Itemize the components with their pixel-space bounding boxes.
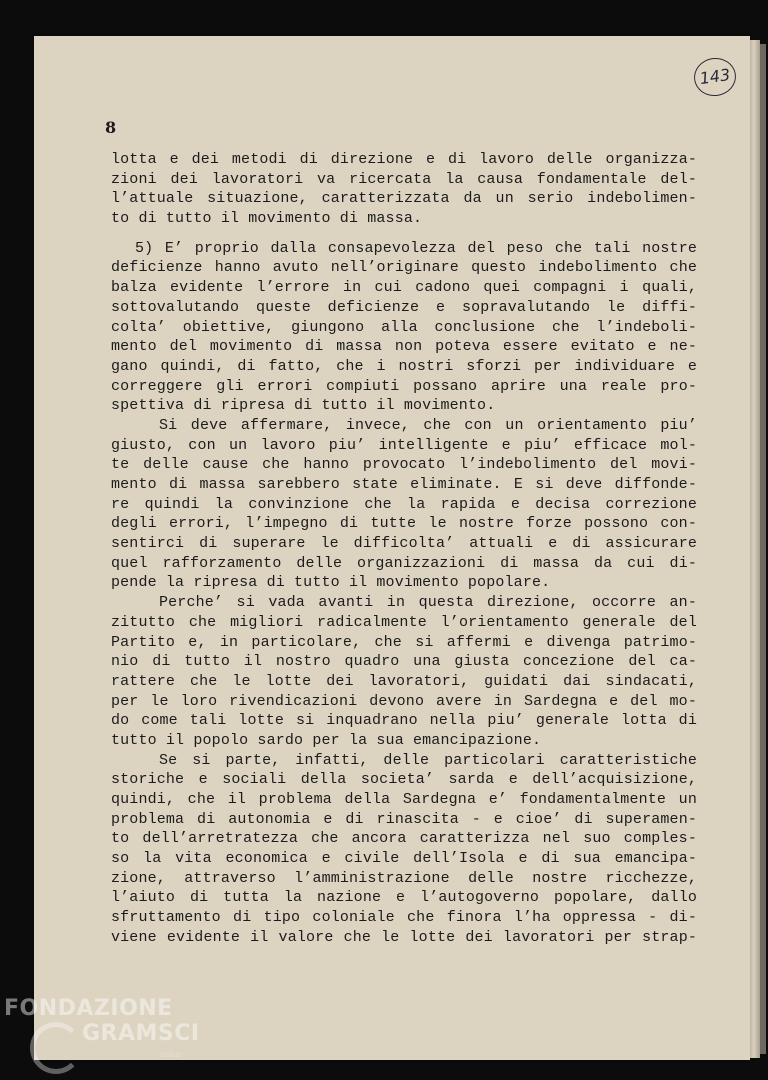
- folio-stamp: 143: [692, 55, 739, 98]
- text-line: balza evidente l’errore in cui cadono quei compagni i quali,: [111, 279, 697, 297]
- text-line: l’aiuto di tutta la nazione e l’autogoverno popolare, dallo: [111, 889, 697, 907]
- text-line: so la vita economica e civile dell’Isola e di sua emancipa-: [111, 850, 697, 868]
- page-number: 8: [105, 118, 117, 137]
- text-line: mento del movimento di massa non poteva essere evitato e ne-: [111, 338, 697, 356]
- text-line: per le loro rivendicazioni devono avere in Sardegna e del mo-: [111, 692, 697, 710]
- text-line: zione, attraverso l’amministrazione delle nostre ricchezze,: [111, 869, 697, 887]
- page-edge-shadow: [760, 44, 766, 1054]
- text-line: deficienze hanno avuto nell’originare questo indebolimento che: [111, 259, 697, 277]
- text-line: storiche e sociali della societa’ sarda e dell’acquisizione,: [111, 771, 697, 789]
- text-line: Partito e, in particolare, che si affermi e divenga patrimo-: [111, 633, 697, 651]
- text-line: Perche’ si vada avanti in questa direzione, occorre an-: [159, 594, 697, 612]
- text-line: quel rafforzamento delle organizzazioni di massa da cui di-: [111, 554, 697, 572]
- text-line: Si deve affermare, invece, che con un orientamento piu’: [159, 416, 697, 434]
- text-line: zitutto che migliori radicalmente l’orientamento generale del: [111, 613, 697, 631]
- text-line: l’attuale situazione, caratterizzata da un serio indebolimen-: [111, 190, 697, 208]
- text-line: do come tali lotte si inquadrano nella piu’ generale lotta di: [111, 712, 697, 730]
- watermark-line1: FONDAZIONE: [4, 996, 173, 1021]
- text-line: te delle cause che hanno provocato l’indebolimento del movi-: [111, 456, 697, 474]
- text-line: tutto il popolo sardo per la sua emancipazione.: [111, 731, 542, 749]
- text-line: lotta e dei metodi di direzione e di lavoro delle organizza-: [111, 151, 697, 168]
- text-line: degli errori, l’impegno di tutte le nostre forze possono con-: [111, 515, 697, 533]
- text-line: nio di tutto il nostro quadro una giusta concezione del ca-: [111, 653, 697, 671]
- text-line: zioni dei lavoratori va ricercata la causa fondamentale del-: [111, 170, 697, 188]
- text-line: sfruttamento di tipo coloniale che finora l’ha oppressa - di-: [111, 909, 697, 927]
- text-line: mento di massa sarebbero state eliminate. E si deve diffonde-: [111, 476, 697, 493]
- text-line: giusto, con un lavoro piu’ intelligente e piu’ efficace mol-: [111, 436, 697, 454]
- text-line: rattere che le lotte dei lavoratori, guidati dai sindacati,: [111, 672, 697, 690]
- watermark-line2: GRAMSCI: [82, 1021, 200, 1046]
- text-line: quindi, che il problema della Sardegna e’ fondamentalmente un: [111, 791, 697, 808]
- text-line: correggere gli errori compiuti possano aprire una reale pro-: [111, 377, 697, 395]
- text-line: to di tutto il movimento di massa.: [111, 210, 423, 228]
- watermark-tagline: onlus: [160, 1050, 182, 1059]
- text-line: colta’ obiettive, giungono alla conclusione che l’indeboli-: [111, 318, 697, 336]
- text-line: to dell’arretratezza che ancora caratterizza nel suo comples-: [111, 830, 697, 848]
- text-line: pende la ripresa di tutto il movimento popolare.: [111, 574, 551, 592]
- page-edge: [750, 40, 760, 1058]
- text-line: re quindi la convinzione che la rapida e decisa correzione: [111, 495, 697, 513]
- text-line: Se si parte, infatti, delle particolari caratteristiche: [159, 751, 697, 769]
- body-text: [111, 150, 697, 948]
- text-line: problema di autonomia e di rinascita - e cioe’ di superamen-: [111, 810, 697, 828]
- text-line: spettiva di ripresa di tutto il movimento.: [111, 397, 496, 415]
- watermark: [4, 996, 200, 1046]
- text-line: sentirci di superare le difficolta’ attuali e di assicurare: [111, 535, 697, 553]
- text-line: viene evidente il valore che le lotte dei lavoratori per strap-: [111, 928, 697, 946]
- text-line: sottovalutando queste deficienze e sopravalutando le diffi-: [111, 298, 697, 316]
- text-line: 5) E’ proprio dalla consapevolezza del peso che tali nostre: [135, 239, 697, 257]
- text-line: gano quindi, di fatto, che i nostri sforzi per individuare e: [111, 357, 697, 375]
